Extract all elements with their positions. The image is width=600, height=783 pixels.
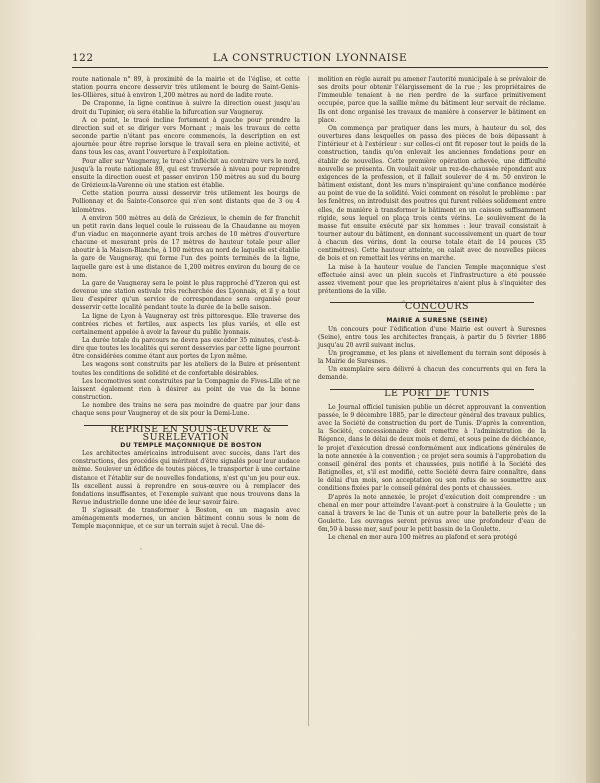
- header-rule: [72, 67, 548, 68]
- paragraph: La durée totale du parcours ne devra pas excéder 35 minutes, c'est-à-dire que toutes les localités qui seront desservies par cette ligne pourront être considérées comme étant aux portes de Lyon même.: [72, 337, 300, 361]
- section-subtitle: DU TEMPLE MAÇONNIQUE DE BOSTON: [120, 441, 262, 449]
- paragraph: Le chenal en mer aura 100 mètres au plafond et sera protégé: [328, 534, 518, 542]
- paragraph: Pour aller sur Vaugneray, le tracé s'infléchit au contraire vers le nord, jusqu'à la route nationale 89, qui est traversée à niveau pour reprendre ensuite la direction ouest et passer environ 150 mètres au sud du bourg de Grézieux-la-Varenne où une station est établie.: [72, 157, 300, 190]
- paragraph: De Craponne, la ligne continue à suivre la direction ouest jusqu'au droit du Tupinier, où sera établie la bifurcation sur Vaugneray.: [72, 100, 300, 116]
- column-divider: [308, 76, 309, 726]
- paragraph: Le Journal officiel tunisien publie un décret approuvant la convention passée, le 9 décembre 1885, par le directeur général des travaux publics, avec la Société de construction du port de Tunis. D'après la convention, la Société, concessionnaire doit remettre à l'administration de la Régence, dans le délai de deux mois et demi, et sous peine de déchéance, le projet d'exécution dressé conformément aux indications générales de la note annexée à la convention ; ce projet sera soumis à l'approbation du conseil général des ponts et chaussées, puis notifié à la Société des Batignolles, et, s'il est modifié, cette Société devra faire connaître, dans le délai d'un mois, son acceptation ou son refus de se soumettre aux conditions fixées par le conseil général des ponts et chaussées.: [318, 403, 546, 493]
- paragraph: Le nombre des trains ne sera pas moindre de quatre par jour dans chaque sens pour Vaugneray et de six pour la Demi-Lune.: [72, 402, 300, 418]
- paragraph: A ce point, le tracé incline fortement à gauche pour prendre la direction sud et se diriger vers Mornant ; mais les travaux de cette seconde partie n'étant pas encore commencés, la description en est ajournée pour être reprise lorsque le travail sera en pleine activité, et dans tous les cas, avant l'ouverture à l'exploitation.: [72, 116, 300, 157]
- paragraph: Cette station pourra aussi desservir très utilement les bourgs de Pollionnay et de Sainte-Consorce qui n'en sont distants que de 3 ou 4 kilomètres.: [72, 190, 300, 214]
- page-binding-edge: [586, 0, 600, 783]
- paragraph: Un exemplaire sera délivré à chacun des concurrents qui en fera la demande.: [318, 366, 546, 382]
- paragraph: Les wagons sont construits par les ateliers de la Buire et présentent toutes les conditions de solidité et de confortable désirables.: [72, 361, 300, 377]
- paragraph: Un programme, et les plans et nivellement du terrain sont déposés à la Mairie de Suresnes.: [318, 350, 546, 366]
- left-column: [72, 76, 300, 532]
- paragraph: La ligne de Lyon à Vaugneray est très pittoresque. Elle traverse des contrées riches et fertiles, aux aspects les plus variés, et elle est certainement appelée à avoir la faveur du public lyonnais.: [72, 312, 300, 336]
- paper-spot: [140, 548, 142, 550]
- paragraph: molition en règle aurait pu amener l'autorité municipale à se prévaloir de ses droits pour obtenir l'élargissement de la rue ; les propriétaires de l'immeuble tenaient à ne rien perdre de la surface primitivement occupée, parce que la saillie même du bâtiment leur servait de réclame. Ils ont donc organisé les travaux de manière à conserver le bâtiment en place.: [318, 76, 546, 124]
- page-number: 122: [72, 52, 94, 64]
- section-title: CONCOURS: [404, 301, 470, 313]
- paragraph: route nationale n° 89, à proximité de la mairie et de l'église, et cette station pourra encore desservir très utilement le bourg de Saint-Genis-les-Ollières, situé à environ 1,200 mètres au nord de ladite route.: [72, 76, 300, 100]
- journal-title: LA CONSTRUCTION LYONNAISE: [212, 52, 408, 64]
- paragraph: La gare de Vaugneray sera le point le plus rapproché d'Yzeron qui est devenue une station estivale très recherchée des Lyonnais, et il y a tout lieu d'espérer qu'un service de correspondance sera organisé pour desservir cette localité pendant toute la durée de la belle saison.: [72, 279, 300, 312]
- paragraph: Les architectes américains introduisent avec succès, dans l'art des constructions, des procédés qui méritent d'être signalés pour leur audace même. Soulever un édifice de toutes pièces, le transporter à une certaine distance et l'établir sur de nouvelles fondations, n'est qu'un jeu pour eux. Ils excellent aussi à reprendre en sous-œuvre ou à remplacer des fondations insuffisantes, et l'exemple suivant que nous trouvons dans la Revue industrielle donne une idée de leur savoir faire.: [72, 450, 300, 506]
- paragraph: A environ 500 mètres au delà de Grézieux, le chemin de fer franchit un petit ravin dans lequel coule le ruisseau de la Chaudanne au moyen d'un viaduc en maçonnerie ayant trois arches de 10 mètres d'ouverture chacune et mesurant près de 17 mètres de hauteur totale pour aller aboutir à la Maison-Blanche, à 100 mètres au nord de laquelle est établie la gare de Vaugneray, qui forme l'un des points terminés de la ligne, laquelle gare est à une distance de 1,200 mètres environ du bourg de ce nom.: [72, 214, 300, 279]
- paragraph: Un concours pour l'édification d'une Mairie est ouvert à Suresnes (Seine), entre tous les architectes français, à partir du 5 février 1886 jusqu'au 20 avril suivant inclus.: [318, 325, 546, 349]
- paragraph: Il s'agissait de transformer à Boston, en un magasin avec aménagements modernes, un ancien bâtiment connu sous le nom de Temple maçonnique, et ce sur un terrain sujet à recul. Une dé-: [72, 507, 300, 531]
- paragraph: La mise à la hauteur voulue de l'ancien Temple maçonnique s'est effectuée ainsi avec un plein succès et l'infrastructure a été poussée assez vivement pour que les propriétaires n'aient plus à s'inquiéter des prétentions de la ville.: [318, 263, 546, 296]
- paragraph: Les locomotives sont construites par la Compagnie de Fives-Lille et ne laissent également rien à désirer au point de vue de la bonne construction.: [72, 377, 300, 402]
- section-subtitle: MAIRIE A SURESNE (SEINE): [386, 317, 488, 325]
- section-title: LE PORT DE TUNIS: [384, 387, 490, 399]
- section-title: REPRISE EN SOUS-ŒUVRE & SURÉLÉVATION: [110, 423, 272, 443]
- paragraph: D'après la note annexée, le projet d'exécution doit comprendre : un chenal en mer pour atteindre l'avant-port à construire à la Goulette ; un canal à travers le lac de Tunis et un autre pour la batellerie près de la Goulette. Les ouvrages seront prévus avec une profondeur d'eau de 6m,50 à basse mer, sauf pour le petit bassin de la Goulette.: [318, 493, 546, 534]
- right-column: [318, 76, 546, 542]
- paragraph: On commença par pratiquer dans les murs, à hauteur du sol, des ouvertures dans lesquelles on passa des pièces de bois dépassant à l'intérieur et à l'extérieur : sur celles-ci ont fit reposer tout le poids de la construction, tandis qu'on enlevait les anciennes fondations pour en établir de nouvelles. Cette première opération achevée, une difficulté nouvelle se présenta. On voulait avoir un rez-de-chaussée répondant aux exigences de la profession, et il fallait soulever de 4 m. 50 environ le bâtiment existant, dont les murs n'inspiraient qu'une confiance modérée au point de vue de la solidité. Voici comment on résolut le problème : par les fenêtres, on introduisit des poutres qui furent reliées solidement entre elles, de manière à transformer le bâtiment en un caisson suffisamment rigide, sous lequel on plaça trois cents vérins. Le soulèvement de la masse fut ensuite exécuté par six hommes : leur travail consistait à tourner autour du bâtiment, en donnant successivement un quart de tour à chacun des vérins, dont la course totale était de 14 pouces (35 centimètres). Cette hauteur atteinte, on calait avec de nouvelles pièces de bois et on remettait les vérins en marche.: [318, 124, 546, 263]
